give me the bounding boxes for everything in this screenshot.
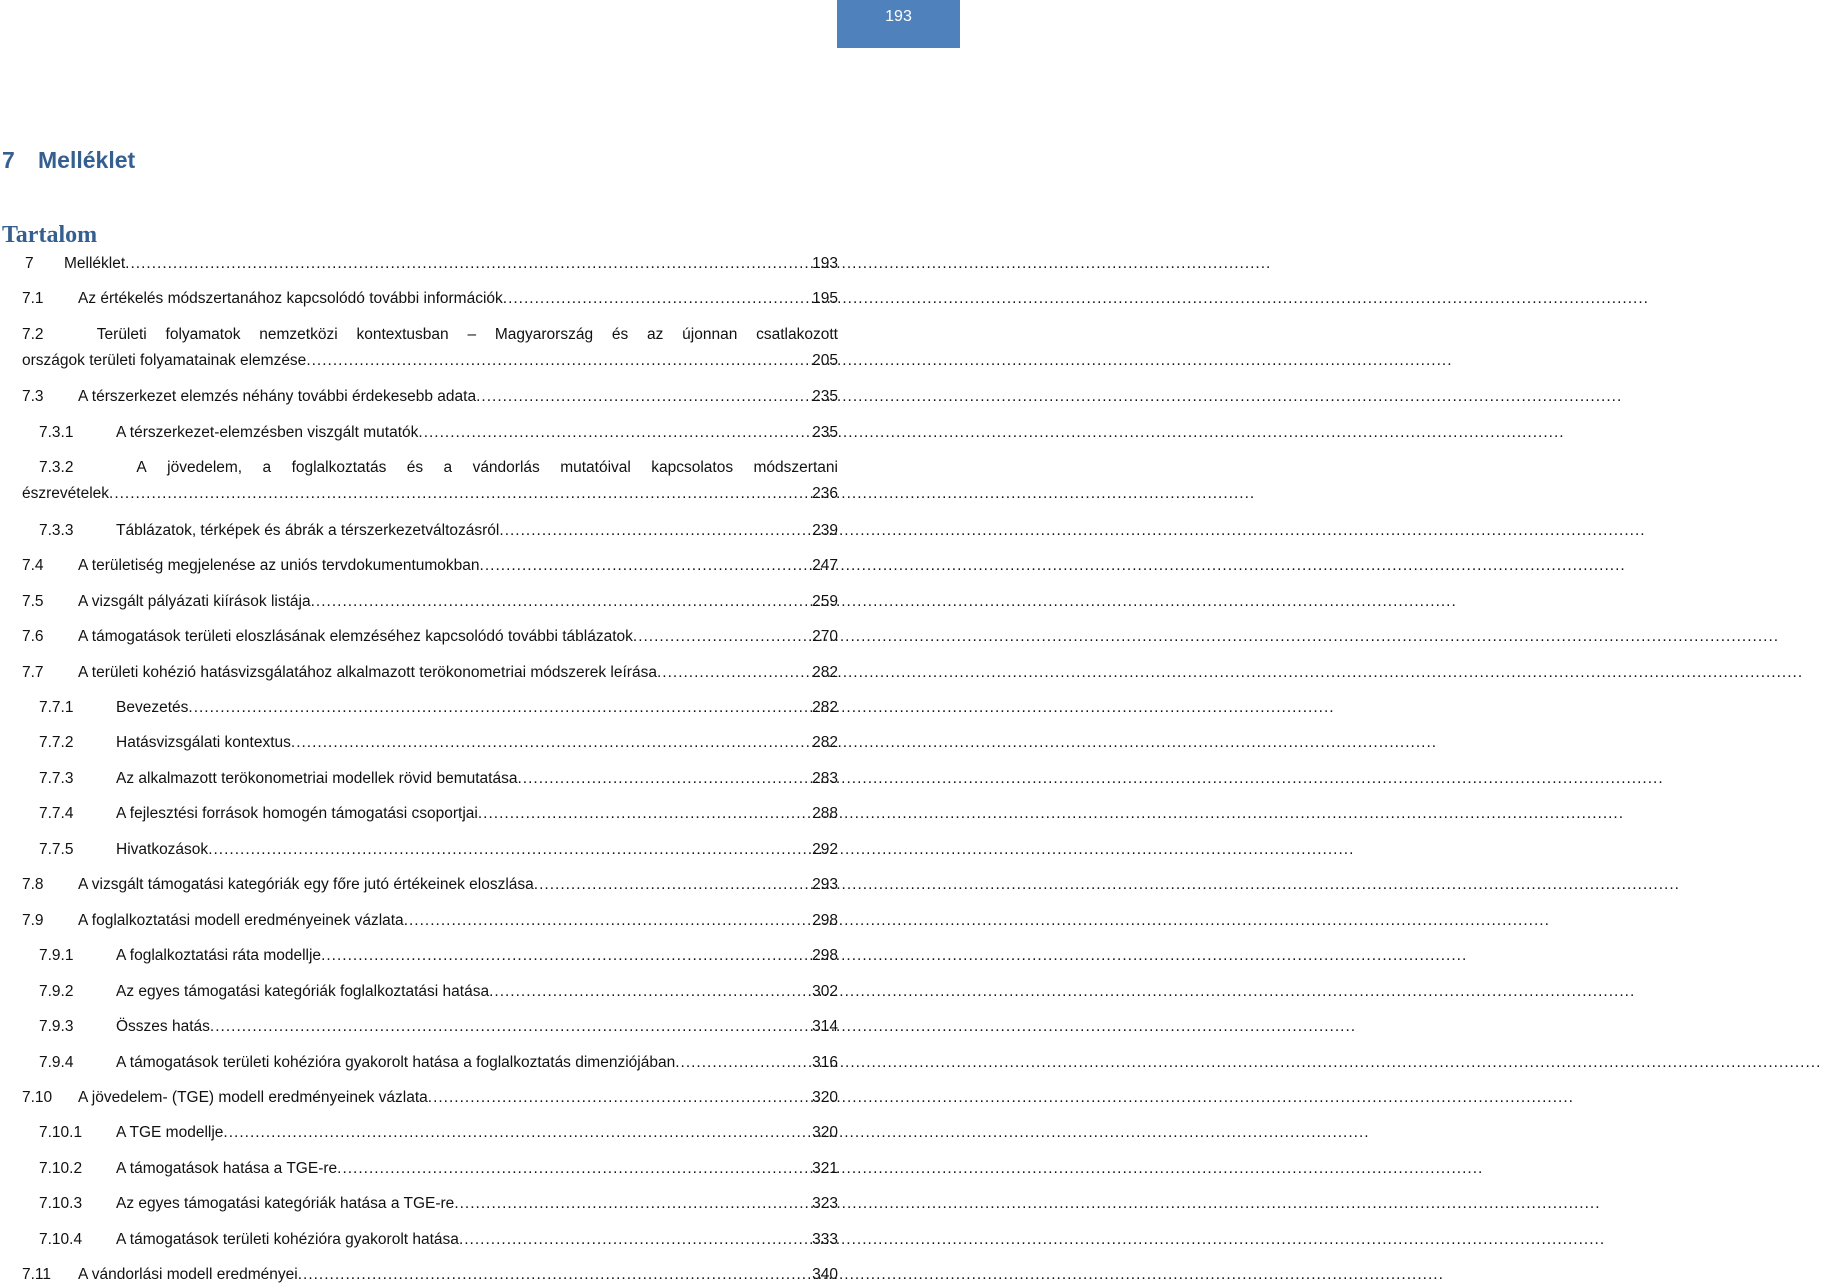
toc-entry-title: A területiség megjelenése az uniós tervdokumentumokban <box>78 557 480 574</box>
toc-entry-number: 7.6 <box>22 628 44 645</box>
toc-leader-dots <box>306 348 810 374</box>
toc-entry-title: A TGE modellje <box>116 1124 224 1141</box>
toc-entry-title: A területi kohézió hatásvizsgálatához alkalmazott terökonometriai módszerek leírása <box>78 664 657 681</box>
toc-entry-page: 235 <box>812 388 838 405</box>
toc-leader-dots <box>476 384 810 410</box>
toc-entry[interactable] <box>22 908 838 934</box>
toc-entry-title-word: csatlakozott <box>756 326 838 343</box>
toc-leader-dots <box>109 481 810 507</box>
toc-entry-title: A vándorlási modell eredményei <box>78 1266 298 1283</box>
toc-entry-page: 236 <box>812 485 838 502</box>
toc-entry-page: 195 <box>812 290 838 307</box>
page-number-badge: 193 <box>837 0 960 48</box>
toc-entry[interactable] <box>39 1014 838 1040</box>
toc-entry-title: A fejlesztési források homogén támogatási csoportjai <box>116 805 478 822</box>
toc-entry-title: A támogatások területi kohézióra gyakorolt hatása <box>116 1231 459 1248</box>
toc-entry-number: 7.10.2 <box>39 1160 83 1177</box>
toc-entry[interactable] <box>22 624 838 650</box>
toc-entry[interactable] <box>39 1227 838 1253</box>
toc-entry-page: 259 <box>812 593 838 610</box>
toc-entry-number: 7.7.2 <box>39 734 74 751</box>
toc-leader-dots <box>337 1156 810 1182</box>
toc-entry-title-word: Magyarország <box>494 326 594 343</box>
toc-entry-title: észrevételek <box>22 485 110 502</box>
toc-entry-number: 7.10.4 <box>39 1231 83 1248</box>
toc-entry-title: Táblázatok, térképek és ábrák a térszerkezetváltozásról <box>116 522 500 539</box>
toc-entry-title-word: foglalkoztatás <box>291 459 387 476</box>
toc-entry[interactable] <box>39 1120 838 1146</box>
toc-entry-title-word: folyamatok <box>165 326 241 343</box>
toc-leader-dots <box>125 251 810 277</box>
toc-entry-title-word: kapcsolatos <box>651 459 734 476</box>
toc-entry-number: 7.9.2 <box>39 983 74 1000</box>
toc-entry-title-word: jövedelem, <box>167 459 243 476</box>
toc-entry-number: 7.9 <box>22 912 44 929</box>
toc-entry-page: 323 <box>812 1195 838 1212</box>
toc-entry-number: 7 <box>25 255 34 272</box>
toc-entry-title-word: mutatóival <box>560 459 631 476</box>
toc-entry-title: A vizsgált pályázati kiírások listája <box>78 593 311 610</box>
toc-leader-dots <box>459 1227 810 1253</box>
toc-leader-dots <box>428 1085 810 1111</box>
toc-entry-page: 239 <box>812 522 838 539</box>
toc-entry-page: 292 <box>812 841 838 858</box>
toc-leader-dots <box>534 872 810 898</box>
toc-entry[interactable] <box>39 943 838 969</box>
toc-entry-title-word: újonnan <box>682 326 738 343</box>
toc-entry[interactable] <box>22 384 838 410</box>
toc-entry-number: 7.5 <box>22 593 44 610</box>
toc-leader-dots <box>321 943 810 969</box>
toc-leader-dots <box>633 624 810 650</box>
toc-entry-number: 7.10 <box>22 1089 53 1106</box>
toc-entry-number: 7.7.5 <box>39 841 74 858</box>
toc-entry-number: 7.9.1 <box>39 947 74 964</box>
toc-leader-dots <box>223 1120 810 1146</box>
toc-entry[interactable] <box>39 979 838 1005</box>
toc-entry[interactable] <box>22 286 838 312</box>
toc-entry-page: 235 <box>812 424 838 441</box>
toc-entry-title: A támogatások területi eloszlásának elemzéséhez kapcsolódó további táblázatok <box>78 628 633 645</box>
toc-entry-title-word: az <box>647 326 664 343</box>
toc-entry-page: 247 <box>812 557 838 574</box>
toc-entry-page: 298 <box>812 947 838 964</box>
toc-entry-title-word: – <box>467 326 477 343</box>
toc-entry[interactable] <box>22 322 838 374</box>
toc-leader-dots <box>480 553 811 579</box>
toc-entry-number: 7.7.1 <box>39 699 74 716</box>
toc-entry[interactable] <box>22 1085 838 1111</box>
toc-leader-dots <box>657 660 810 686</box>
toc-entry-title-word: módszertani <box>753 459 838 476</box>
toc-leader-dots <box>418 420 810 446</box>
toc-entry-title-word: és <box>406 459 424 476</box>
toc-entry-number: 7.9.3 <box>39 1018 74 1035</box>
toc-leader-dots <box>478 801 810 827</box>
toc-entry-page: 316 <box>812 1054 838 1071</box>
toc-leader-dots <box>291 730 810 756</box>
toc-entry-title: Hivatkozások <box>116 841 209 858</box>
toc-entry-number: 7.7.4 <box>39 805 74 822</box>
toc-entry-number: 7.8 <box>22 876 44 893</box>
toc-entry[interactable] <box>22 872 838 898</box>
toc-entry-title: Az alkalmazott terökonometriai modellek rövid bemutatása <box>116 770 518 787</box>
toc-heading: Tartalom <box>2 222 98 248</box>
toc-entry-page: 282 <box>812 734 838 751</box>
toc-leader-dots <box>499 518 810 544</box>
toc-entry[interactable] <box>39 730 838 756</box>
toc-entry-title: Melléklet <box>64 255 126 272</box>
toc-entry-number: 7.7.3 <box>39 770 74 787</box>
toc-entry-title: országok területi folyamatainak elemzése <box>22 352 307 369</box>
toc-entry-title: A támogatások hatása a TGE-re <box>116 1160 338 1177</box>
toc-entry-number: 7.4 <box>22 557 44 574</box>
toc-entry-page: 302 <box>812 983 838 1000</box>
toc-entry[interactable] <box>39 837 838 863</box>
toc-entry-title: Összes hatás <box>116 1018 210 1035</box>
toc-leader-dots <box>404 908 810 934</box>
toc-leader-dots <box>210 1014 810 1040</box>
toc-entry-page: 282 <box>812 664 838 681</box>
toc-entry[interactable] <box>39 1050 838 1076</box>
toc-entry-number: 7.7 <box>22 664 44 681</box>
toc-entry[interactable] <box>22 455 838 507</box>
toc-entry-number: 7.10.3 <box>39 1195 83 1212</box>
toc-entry-page: 270 <box>812 628 838 645</box>
toc-entry-page: 283 <box>812 770 838 787</box>
toc-entry[interactable] <box>39 766 838 792</box>
toc-entry-page: 193 <box>812 255 838 272</box>
toc-entry-number: 7.3 <box>22 388 44 405</box>
toc-leader-dots <box>188 695 810 721</box>
toc-entry-title: A foglalkoztatási ráta modellje <box>116 947 322 964</box>
toc-entry[interactable] <box>39 695 838 721</box>
toc-entry-page: 282 <box>812 699 838 716</box>
chapter-title: Melléklet <box>38 147 136 173</box>
toc-entry-page: 320 <box>812 1089 838 1106</box>
toc-entry-page: 205 <box>812 352 838 369</box>
toc-entry-page: 293 <box>812 876 838 893</box>
toc-entry-title: Az egyes támogatási kategóriák hatása a TGE-re <box>116 1195 455 1212</box>
toc-entry-title-word: nemzetközi <box>259 326 338 343</box>
toc-leader-dots <box>675 1050 810 1076</box>
toc-entry-number: 7.2 <box>22 326 44 343</box>
toc-entry-title: A jövedelem- (TGE) modell eredményeinek vázlata <box>78 1089 428 1106</box>
toc-entry-number: 7.10.1 <box>39 1124 83 1141</box>
toc-leader-dots <box>311 589 811 615</box>
toc-entry-number: 7.3.1 <box>39 424 74 441</box>
toc-entry[interactable] <box>39 1191 838 1217</box>
toc-leader-dots <box>489 979 810 1005</box>
toc-entry[interactable] <box>39 518 838 544</box>
toc-entry[interactable] <box>39 1156 838 1182</box>
toc-entry-title: Az értékelés módszertanához kapcsolódó további információk <box>78 290 503 307</box>
toc-entry-page: 288 <box>812 805 838 822</box>
toc-entry-title: Hatásvizsgálati kontextus <box>116 734 291 751</box>
toc-entry-page: 298 <box>812 912 838 929</box>
toc-entry[interactable] <box>22 660 838 686</box>
toc-entry-number: 7.9.4 <box>39 1054 74 1071</box>
toc-entry-page: 340 <box>812 1266 838 1283</box>
toc-entry[interactable] <box>22 1262 838 1288</box>
toc-entry-title-word: vándorlás <box>472 459 540 476</box>
toc-entry-number: 7.3.3 <box>39 522 74 539</box>
toc-entry-title-word: kontextusban <box>356 326 449 343</box>
toc-entry-title-word: a <box>262 459 272 476</box>
toc-entry-title: A foglalkoztatási modell eredményeinek vázlata <box>78 912 404 929</box>
toc-entry-number: 7.1 <box>22 290 44 307</box>
toc-entry-page: 333 <box>812 1231 838 1248</box>
chapter-number: 7 <box>2 147 15 173</box>
toc-entry-title: A térszerkezet-elemzésben viszgált mutatók <box>116 424 419 441</box>
toc-leader-dots <box>208 837 810 863</box>
toc-entry-page: 320 <box>812 1124 838 1141</box>
toc-entry-page: 321 <box>812 1160 838 1177</box>
toc-leader-dots <box>298 1262 810 1288</box>
toc-entry-number: 7.11 <box>22 1266 52 1283</box>
toc-entry[interactable] <box>39 801 838 827</box>
toc-entry[interactable] <box>22 589 838 615</box>
toc-leader-dots <box>503 286 810 312</box>
toc-leader-dots <box>454 1191 810 1217</box>
toc-entry-title: Bevezetés <box>116 699 189 716</box>
toc-entry-title-word: Területi <box>96 326 147 343</box>
toc-entry-title: A vizsgált támogatási kategóriák egy főre jutó értékeinek eloszlása <box>78 876 534 893</box>
toc-entry-page: 314 <box>812 1018 838 1035</box>
toc-entry[interactable] <box>39 420 838 446</box>
toc-entry-title: A térszerkezet elemzés néhány további érdekesebb adata <box>78 388 477 405</box>
toc-entry-title-word: és <box>611 326 629 343</box>
toc-entry[interactable] <box>22 553 838 579</box>
toc-entry-number: 7.3.2 <box>39 459 74 476</box>
toc-entry-title-word: a <box>443 459 453 476</box>
toc-entry-title: Az egyes támogatási kategóriák foglalkoztatási hatása <box>116 983 490 1000</box>
toc-leader-dots <box>517 766 810 792</box>
toc-entry-title: A támogatások területi kohézióra gyakorolt hatása a foglalkoztatás dimenziójában <box>116 1054 676 1071</box>
toc-entry-title-word: A <box>136 459 147 476</box>
toc-entry[interactable] <box>25 251 838 277</box>
